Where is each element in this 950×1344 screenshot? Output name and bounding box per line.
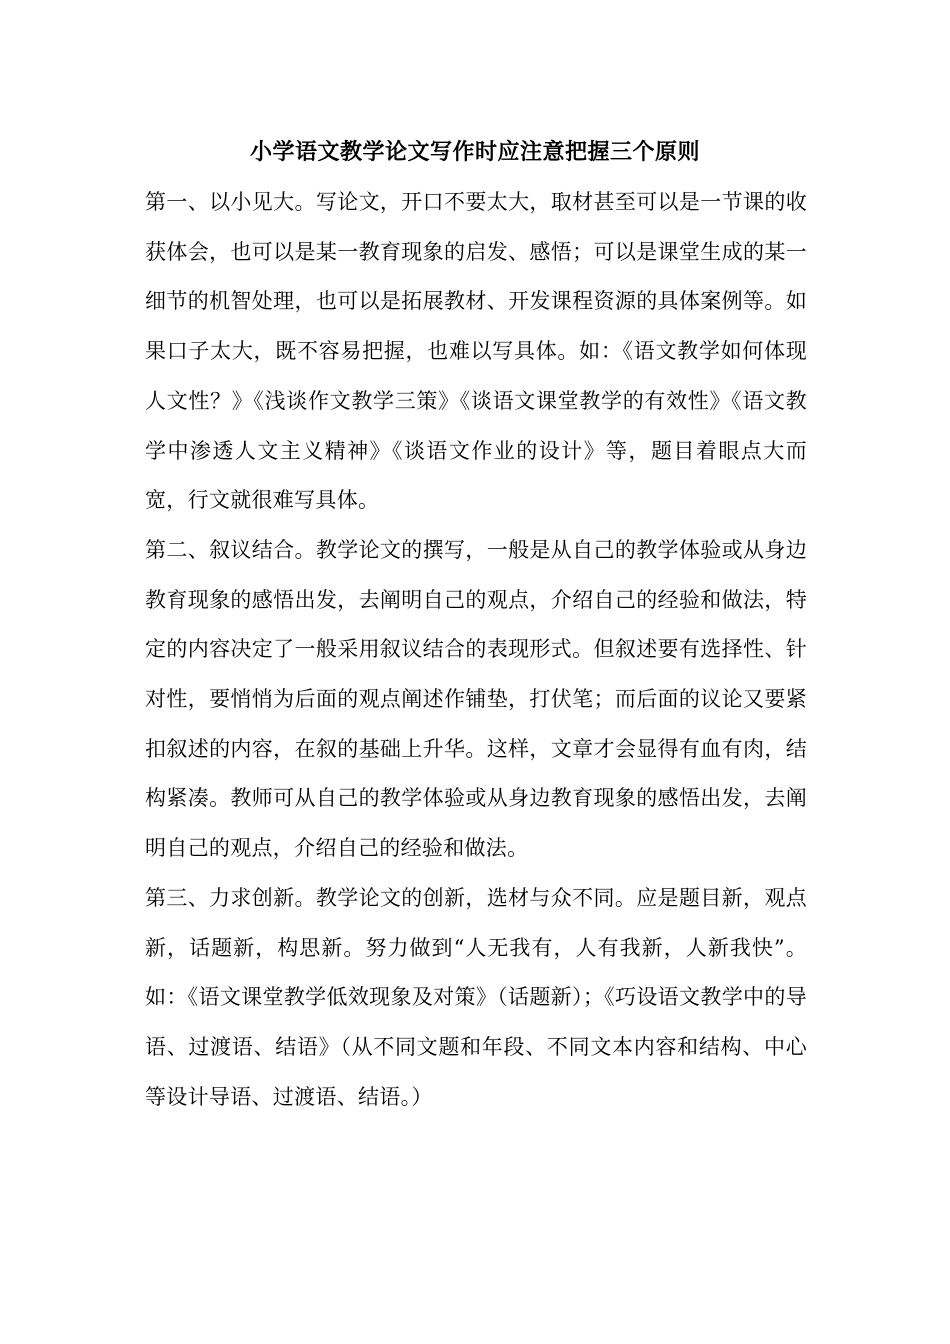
document-body <box>145 178 807 1122</box>
paragraph-principle-2: 第二、叙议结合。教学论文的撰写，一般是从自己的教学体验或从身边教育现象的感悟出发，去阐明自己的观点，介绍自己的经验和做法，特定的内容决定了一般采用叙议结合的表现形式。但叙述要有选择性、针对性，要悄悄为后面的观点阐述作铺垫，打伏笔；而后面的议论又要紧扣叙述的内容，在叙的基础上升华。这样，文章才会显得有血有肉，结构紧凑。教师可从自己的教学体验或从身边教育现象的感悟出发，去阐明自己的观点，介绍自己的经验和做法。 <box>145 537 807 861</box>
paragraph-principle-3: 第三、力求创新。教学论文的创新，选材与众不同。应是题目新，观点新，话题新，构思新。努力做到“人无我有，人有我新，人新我快”。如：《语文课堂教学低效现象及对策》（话题新）；《巧设语文教学中的导语、过渡语、结语》（从不同文题和年段、不同文本内容和结构、中心等设计导语、过渡语、结语。） <box>145 885 807 1109</box>
document-title: 小学语文教学论文写作时应注意把握三个原则 <box>249 139 700 165</box>
paragraph-principle-1: 第一、以小见大。写论文，开口不要太大，取材甚至可以是一节课的收获体会，也可以是某一教育现象的启发、感悟；可以是课堂生成的某一细节的机智处理，也可以是拓展教材、开发课程资源的具体案例等。如果口子太大，既不容易把握，也难以写具体。如：《语文教学如何体现人文性？》《浅谈作文教学三策》《谈语文课堂教学的有效性》《语文教学中渗透人文主义精神》《谈语文作业的设计》等，题目着眼点大而宽，行文就很难写具体。 <box>145 190 807 513</box>
